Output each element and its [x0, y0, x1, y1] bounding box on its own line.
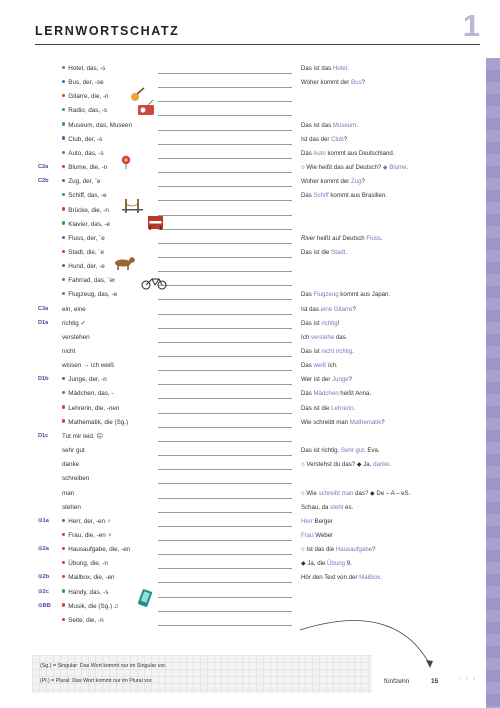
vocab-word: Fluss, der, ¨e — [62, 235, 105, 242]
vocab-word: Seite, die, -n — [62, 617, 104, 624]
vocab-word: Museum, das, Museen — [62, 122, 132, 129]
example-sentence: Woher kommt der Bus? — [301, 79, 365, 87]
vocab-word: Radio, das, -s — [62, 107, 107, 114]
vocab-word: Herr, der, -en ♂ — [62, 518, 112, 525]
vocab-word: Handy, das, -s — [62, 589, 108, 596]
vocab-word: Gitarre, die, -n — [62, 93, 109, 100]
example-sentence: Woher kommt der Zug? — [301, 178, 365, 186]
legend-box — [32, 655, 372, 693]
example-sentence: Das ist das Museum. — [301, 121, 358, 129]
example-sentence: Das Schiff kommt aus Brasilien. — [301, 192, 387, 200]
example-sentence: Hör den Text von der Mailbox. — [301, 574, 382, 582]
exercise-label: D1a — [38, 319, 49, 326]
vocab-word: Frau, die, -en ♀ — [62, 532, 112, 539]
example-sentence: River heißt auf Deutsch Fluss. — [301, 234, 383, 242]
vocab-word: sehr gut — [62, 447, 85, 455]
example-sentence: Ich verstehe das. — [301, 333, 348, 341]
vocab-word: Brücke, die, -n — [62, 207, 109, 214]
exercise-label: ⊙2b — [38, 574, 50, 581]
exercise-label: ⊙BB — [38, 602, 51, 609]
exercise-label: ⊙2a — [38, 546, 49, 553]
legend-plural: (Pl.) = Plural: Das Wort kommt nur im Plural vor. — [40, 678, 153, 684]
example-sentence: Wer ist der Junge? — [301, 376, 353, 384]
example-sentence: ○ Verstehst du das? ◆ Ja, danke. — [301, 461, 392, 469]
vocab-word: Schiff, das, -e — [62, 192, 107, 199]
vocab-word: Zug, der, ¨e — [62, 178, 101, 185]
example-sentence: Das Flugzeug kommt aus Japan. — [301, 291, 391, 299]
vocab-word: verstehen — [62, 333, 90, 341]
example-sentence: Das ist richtig. Sehr gut. Eva. — [301, 447, 380, 455]
example-sentence: Das ist die Lehrerin. — [301, 404, 356, 412]
page-number: 15 — [431, 678, 439, 685]
vocab-word: Auto, das, -s — [62, 150, 104, 157]
dog-icon — [115, 257, 135, 270]
phone-icon — [138, 589, 153, 607]
exercise-label: C2a — [38, 164, 49, 171]
vocab-word: Musik, die (Sg.) ♫ — [62, 603, 119, 610]
piano-icon — [148, 216, 163, 230]
guitar-icon — [131, 88, 144, 101]
vocab-word: richtig ✓ — [62, 319, 86, 327]
example-sentence: Wie schreibt man Mathematik? — [301, 418, 385, 426]
example-sentence: Schau, da steht es. — [301, 503, 354, 511]
example-sentence: Herr Berger — [301, 517, 333, 525]
example-sentence: Das ist nicht richtig. — [301, 348, 354, 355]
lightbulb-icons: ♀ ♀ ♀ — [457, 676, 477, 683]
bicycle-icon — [142, 279, 166, 289]
vocab-word: Fahrrad, das, ¨er — [62, 277, 115, 284]
vocab-word: Flugzeug, das, -e — [62, 291, 117, 298]
vocab-word: Mädchen, das, - — [62, 390, 113, 397]
vocab-word: wissen → ich weiß — [62, 362, 115, 370]
chapter-number: 1 — [462, 8, 480, 43]
example-sentence: Das ist die Stadt. — [301, 248, 348, 256]
exercise-label: D1b — [38, 376, 49, 383]
vocab-word: Blume, die, -n — [62, 164, 107, 171]
flower-icon — [122, 156, 130, 169]
exercise-label: C2b — [38, 178, 49, 185]
vocab-word: Lehrerin, die, -nen — [62, 405, 119, 412]
vocab-word: Mathematik, die (Sg.) — [62, 419, 128, 426]
vocab-word: Mailbox, die, -en — [62, 574, 115, 581]
example-sentence: ○ Wie heißt das auf Deutsch? ◆ Blume. — [301, 164, 409, 172]
vocab-word: Hund, der, -e — [62, 263, 105, 270]
vocab-word: Übung, die, -n — [62, 560, 108, 567]
example-sentence: ○ Wie schreibt man das? ◆ De – A – eS. — [301, 489, 411, 497]
example-sentence: Das weiß ich. — [301, 362, 338, 370]
vocab-word: ein, eine — [62, 305, 86, 313]
bridge-icon — [122, 199, 143, 213]
vocab-word: man — [62, 489, 75, 497]
example-sentence: ◆ Ja, die Übung 9. — [301, 560, 352, 568]
exercise-label: D1c — [38, 432, 49, 439]
vocab-word: nicht — [62, 348, 76, 355]
vocab-word: Junge, der, -n — [62, 376, 107, 383]
example-sentence: Das ist richtig! — [301, 319, 340, 327]
vocab-word: Hausaufgabe, die, -en — [62, 546, 130, 553]
vocab-word: Hotel, das, -s — [62, 65, 105, 72]
example-sentence: Ist das der Club? — [301, 135, 348, 143]
example-sentence: Ist das eine Gitarre? — [301, 305, 356, 313]
vocab-word: Bus, der, -se — [62, 79, 104, 86]
page-number-word: fünfzehn — [384, 678, 410, 685]
vocab-word: Club, der, -s — [62, 136, 102, 143]
vocab-word: Klavier, das, -e — [62, 221, 110, 228]
vocab-word: schreiben — [62, 475, 90, 483]
exercise-label: ⊙1a — [38, 517, 49, 524]
example-sentence: Das Mädchen heißt Anna. — [301, 390, 372, 398]
legend-singular: (Sg.) = Singular: Das Wort kommt nur im Singular vor. — [40, 663, 167, 669]
example-sentence: Frau Weber — [301, 531, 334, 539]
example-sentence: Das Auto kommt aus Deutschland. — [301, 149, 395, 157]
example-sentence: Das ist das Hotel. — [301, 65, 349, 72]
page-title: LERNWORTSCHATZ — [35, 24, 180, 38]
vocab-word: stehen — [62, 503, 81, 511]
vocab-word: danke — [62, 461, 80, 469]
side-decoration-strip — [486, 58, 500, 708]
vocab-word: Stadt, die, ¨e — [62, 249, 104, 256]
exercise-label: C3a — [38, 305, 49, 312]
radio-icon — [138, 100, 154, 115]
exercise-label: ⊙2c — [38, 588, 49, 595]
example-sentence: ○ Ist das die Hausaufgabe? — [301, 546, 376, 554]
vocab-word: Tut mir leid. ☹ — [62, 432, 103, 440]
